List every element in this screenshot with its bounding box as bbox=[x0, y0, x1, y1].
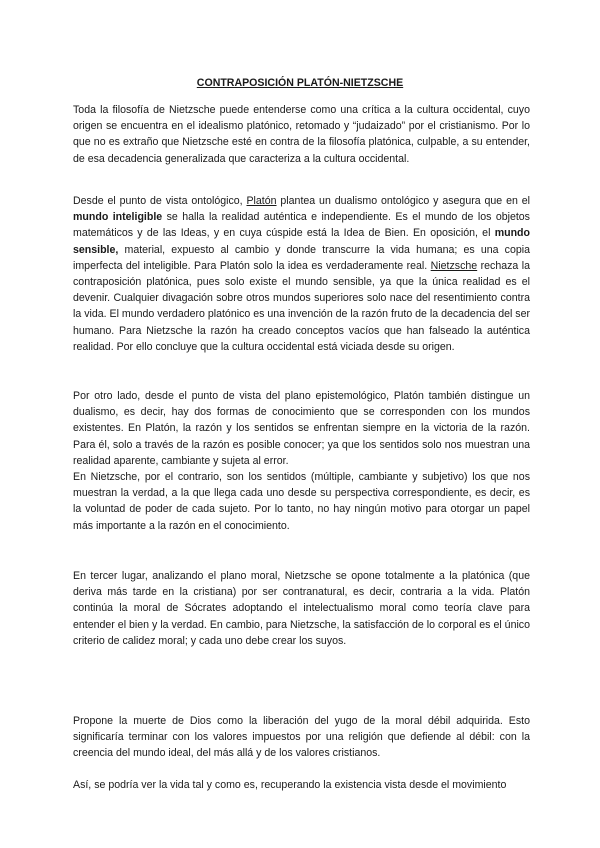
nietzsche-link: Nietzsche bbox=[430, 259, 478, 272]
text-segment: rechaza la contraposición platónica, pues solo existe el mundo sensible, ya que la única realidad es el devenir. Cualquier divagación sobre otros mundos superiores solo nace del resentimiento contra la vida. El mundo verdadero platónico es una invención de la razón fruto de la decadencia del ser humano. Para Nietzsche la razón ha creado conceptos vacíos que han falseado la auténtica realidad. Por ello concluye que la cultura occidental está viciada desde su origen. bbox=[73, 259, 531, 353]
paragraph-epistemology-plato: Por otro lado, desde el punto de vista del plano epistemológico, Platón también distingue un dualismo, es decir, hay dos formas de conocimiento que se corresponden con los mundos existentes. En Platón, la razón y los sentidos se enfrentan siempre en la victoria de la razón. Para él, solo a través de la razón es posible conocer; ya que los sentidos solo nos muestran una realidad aparente, cambiante y sujeta al error. bbox=[73, 390, 530, 467]
mundo-inteligible-term: mundo inteligible bbox=[73, 211, 163, 224]
text-segment: se halla la realidad auténtica e independiente. Es el mundo de los objetos matemáticos y de las Ideas, y en cuya cúspide está la Idea de Bien. En oposición, el bbox=[73, 211, 530, 240]
platon-link: Platón bbox=[246, 195, 277, 207]
paragraph-epistemology-nietzsche: En Nietzsche, por el contrario, son los sentidos (múltiple, cambiante y subjetivo) los que nos muestran la verdad, a la que llega cada uno desde su perspectiva correspondiente, es decir, es la voluntad de poder de cada sujeto. Por lo tanto, no hay ningún motivo para otorgar un papel más importante a la razón en el conocimiento. bbox=[73, 471, 530, 532]
paragraph-ontology bbox=[73, 193, 530, 355]
mundo-sensible-term: mundo sensible, bbox=[73, 227, 530, 256]
text-segment: material, expuesto al cambio y donde transcurre la vida humana; es una copia imperfecta del inteligible. Para Platón solo la idea es verdaderamente real. bbox=[73, 243, 530, 272]
paragraph-life-as-is: Así, se podría ver la vida tal y como es, recuperando la existencia vista desde el movimiento bbox=[73, 779, 507, 791]
paragraph-moral: En tercer lugar, analizando el plano moral, Nietzsche se opone totalmente a la platónica (que deriva más tarde en la cristiana) por ser contranatural, es decir, contraria a la vida. Platón continúa la moral de Sócrates adoptando el intelectualismo moral como teoría clave para entender el bien y la verdad. En cambio, para Nietzsche, la satisfacción de lo corporal es el único criterio de calidez moral; y cada uno debe crear los suyos. bbox=[73, 570, 530, 647]
text-segment: plantea un dualismo ontológico y asegura que en el bbox=[276, 195, 530, 207]
document-title: CONTRAPOSICIÓN PLATÓN-NIETZSCHE bbox=[196, 77, 404, 89]
text-segment: Desde el punto de vista ontológico, bbox=[73, 195, 247, 207]
paragraph-death-of-god: Propone la muerte de Dios como la liberación del yugo de la moral débil adquirida. Esto significaría terminar con los valores impuestos por una religión que defiende al débil: con la creencia del mundo ideal, del más allá y de los valores cristianos. bbox=[73, 715, 530, 760]
paragraph-intro: Toda la filosofía de Nietzsche puede entenderse como una crítica a la cultura occidental, cuyo origen se encuentra en el idealismo platónico, retomado y “judaizado” por el cristianismo. Por lo que no es extraño que Nietzsche esté en contra de la filosofía platónica, culpable, a su entender, de esa decadencia generalizada que caracteriza a la cultura occidental. bbox=[73, 104, 530, 165]
